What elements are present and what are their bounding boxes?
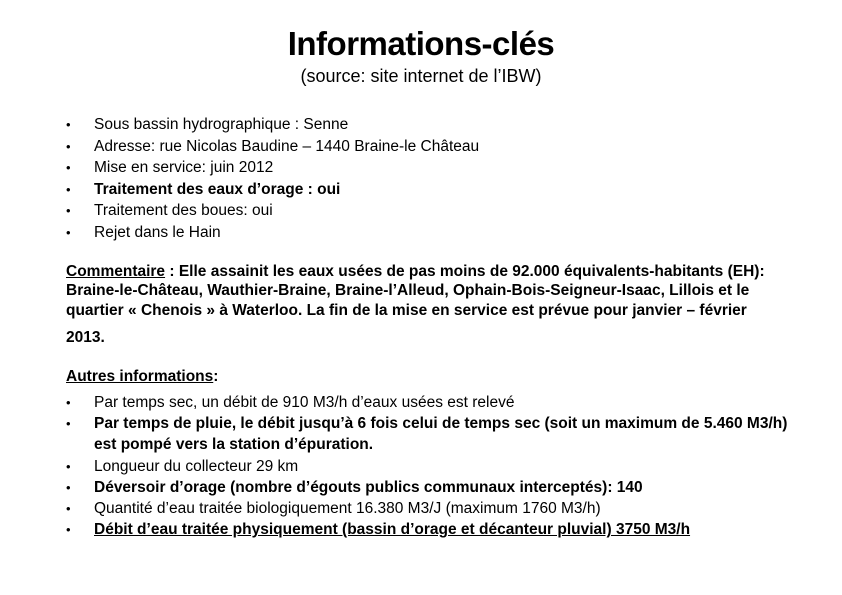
autres-informations-heading — [66, 367, 797, 387]
list-item — [66, 157, 797, 179]
list-item — [66, 392, 797, 413]
list-item — [66, 136, 797, 158]
commentaire-label: Commentaire — [66, 262, 166, 280]
bullet-icon: • — [66, 203, 71, 219]
list-item — [66, 413, 797, 455]
list-item-text: Mise en service: juin 2012 — [94, 159, 274, 177]
commentaire-body: : Elle assainit les eaux usées de pas moins de 92.000 équivalents-habitants (EH): Braine-le-Château, Wauthier-Braine, Braine-l’Alleud, Ophain-Bois-Seigneur-Isaac, Lillois et le quartier « Chenois » à Waterloo. La fin de la mise en service est prévue pour janvier – février — [66, 262, 765, 319]
bullet-icon: • — [66, 522, 71, 538]
commentaire-year: 2013. — [66, 329, 105, 347]
list-item-text: Par temps de pluie, le débit jusqu’à 6 fois celui de temps sec (soit un maximum de 5.460 M3/h) est pompé vers la station d’épuration. — [94, 415, 788, 454]
list-item — [66, 222, 797, 244]
bullet-icon: • — [66, 458, 71, 474]
bullet-icon: • — [66, 138, 71, 154]
list-item — [66, 477, 797, 498]
bullet-icon: • — [66, 181, 71, 197]
list-item — [66, 519, 797, 540]
list-item-text: Quantité d’eau traitée biologiquement 16.380 M3/J (maximum 1760 M3/h) — [94, 499, 601, 517]
list-item-text: Traitement des eaux d’orage : oui — [94, 180, 341, 198]
list-item-text: Rejet dans le Hain — [94, 223, 221, 241]
bullet-icon: • — [66, 117, 71, 132]
list-item-text: Sous bassin hydrographique : Senne — [94, 116, 349, 133]
list-item — [66, 498, 797, 519]
list-item-text: Adresse: rue Nicolas Baudine – 1440 Braine-le Château — [94, 137, 480, 155]
list-item-text: Par temps sec, un débit de 910 M3/h d’eaux usées est relevé — [94, 393, 515, 411]
key-facts-list — [0, 114, 842, 244]
autres-informations-label: Autres informations — [66, 367, 214, 385]
autres-informations-list — [0, 392, 842, 540]
list-item — [66, 200, 797, 222]
page-subtitle: (source: site internet de l’IBW) — [300, 66, 542, 86]
autres-informations-colon: : — [213, 367, 219, 385]
list-item-text: Déversoir d’orage (nombre d’égouts publics communaux interceptés): 140 — [94, 478, 643, 496]
commentaire-paragraph — [66, 262, 797, 321]
list-item — [66, 114, 797, 136]
list-item — [66, 179, 797, 201]
list-item-text: Traitement des boues: oui — [94, 202, 273, 220]
page-title: Informations-clés — [287, 25, 555, 62]
bullet-icon: • — [66, 416, 71, 432]
list-item-text: Longueur du collecteur 29 km — [94, 457, 299, 475]
list-item — [66, 456, 797, 477]
bullet-icon: • — [66, 224, 71, 240]
bullet-icon: • — [66, 160, 71, 176]
bullet-icon: • — [66, 394, 71, 410]
bullet-icon: • — [66, 479, 71, 495]
bullet-icon: • — [66, 500, 71, 516]
list-item-text: Débit d’eau traitée physiquement (bassin d’orage et décanteur pluvial) 3750 M3/h — [94, 521, 691, 539]
